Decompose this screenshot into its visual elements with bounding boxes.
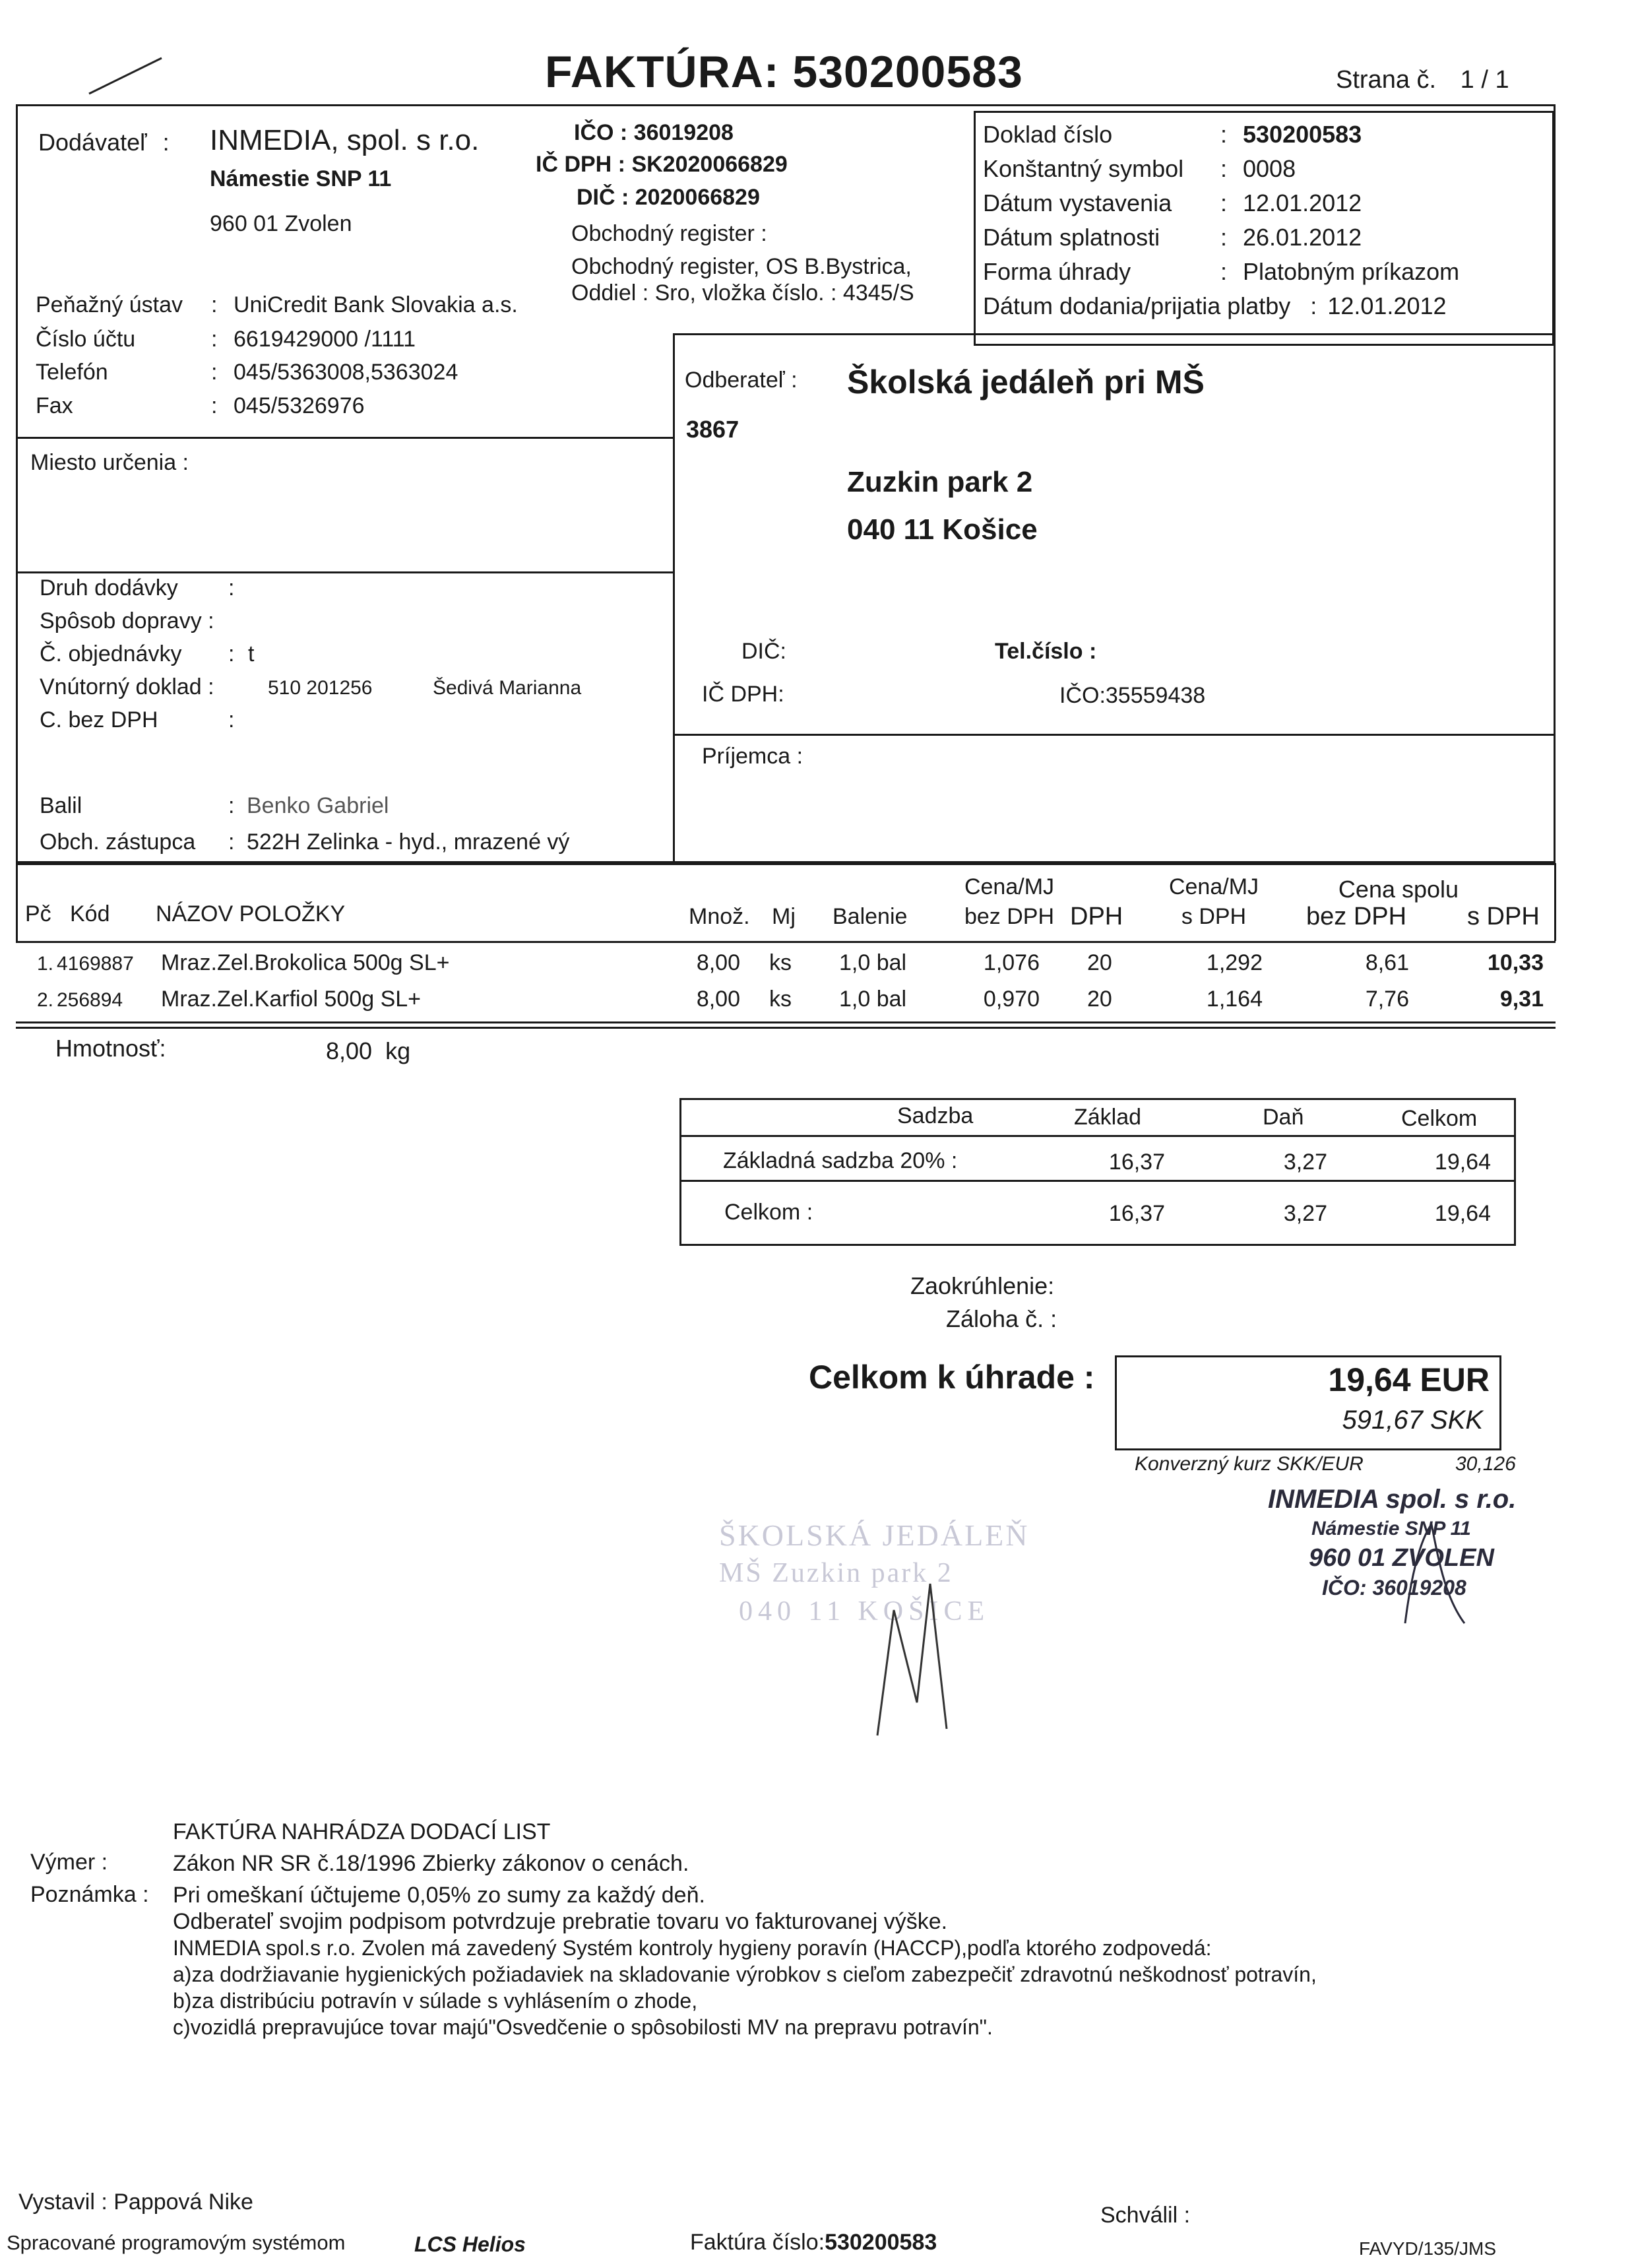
supplier-city: 960 01 Zvolen — [210, 211, 352, 236]
divider-delivery — [16, 571, 673, 573]
col-total-novat: bez DPH — [1306, 903, 1407, 930]
supplier-ico: IČO : 36019208 — [574, 120, 734, 145]
price-without-vat-label: C. bez DPH — [40, 707, 158, 732]
customer-ico: IČO:35559438 — [1059, 683, 1206, 708]
row-code: 4169887 — [57, 953, 134, 975]
issued-by — [18, 2189, 253, 2215]
internal-doc-person: Šedivá Marianna — [433, 677, 582, 699]
note-line: Odberateľ svojim podpisom potvrdzuje prebratie tovaru vo fakturovanej výške. — [173, 1909, 948, 1934]
note-line: a)za dodržiavanie hygienických požiadaviek na skladovanie výrobkov s cieľom zabezpečiť zdravotnú neškodnosť potravín, — [173, 1962, 1317, 1986]
customer-street: Zuzkin park 2 — [847, 466, 1033, 498]
fax-label: Fax — [36, 393, 73, 418]
customer-stamp-line3: 040 11 KOŠICE — [739, 1596, 990, 1627]
signature-customer-icon — [858, 1518, 976, 1742]
supplier-name: INMEDIA, spol. s r.o. — [210, 124, 480, 156]
col-code: Kód — [70, 901, 110, 926]
customer-stamp-line1: ŠKOLSKÁ JEDÁLEŇ — [719, 1518, 1030, 1552]
form-code: FAVYD/135/JMS — [1359, 2238, 1497, 2259]
packed-row: Balil : Benko Gabriel — [40, 793, 389, 818]
vat-col-rate: Sadzba — [897, 1103, 974, 1128]
col-name: NÁZOV POLOŽKY — [156, 901, 346, 926]
row-unit: ks — [769, 987, 792, 1012]
bank-row: Peňažný ústav : UniCredit Bank Slovakia a.s. — [36, 292, 518, 317]
account-label: Číslo účtu — [36, 327, 136, 352]
col-pack: Balenie — [833, 904, 908, 929]
delivery-date-value: 12.01.2012 — [1327, 292, 1447, 319]
customer-box-top-border — [673, 333, 1556, 335]
customer-icdph-label: IČ DPH: — [702, 682, 784, 707]
col-total-vat: s DPH — [1467, 903, 1540, 930]
vat-summary-row-line — [679, 1180, 1516, 1182]
pen-mark-icon — [86, 53, 165, 99]
col-total-top: Cena spolu — [1338, 876, 1459, 903]
vat-col-tax: Daň — [1263, 1105, 1304, 1130]
row-code: 256894 — [57, 989, 123, 1011]
payment-form-label: Forma úhrady — [983, 258, 1131, 285]
weight-label: Hmotnosť: — [55, 1035, 166, 1062]
phone-label: Telefón — [36, 360, 108, 385]
items-table-top-border — [16, 863, 1556, 865]
account-row: Číslo účtu : 6619429000 /1111 — [36, 327, 416, 352]
customer-stamp-line2: MŠ Zuzkin park 2 — [719, 1558, 953, 1588]
issue-date-value: 12.01.2012 — [1243, 189, 1362, 216]
amount-due-eur: 19,64 EUR — [1328, 1361, 1490, 1398]
phone-value: 045/5363008,5363024 — [234, 360, 458, 385]
amount-due-label: Celkom k úhrade : — [809, 1359, 1095, 1396]
vat-col-base: Základ — [1074, 1105, 1142, 1130]
items-table-bottom-border — [16, 1021, 1556, 1023]
vat-row-tax: 3,27 — [1283, 1150, 1327, 1175]
phone-row: Telefón : 045/5363008,5363024 — [36, 360, 458, 385]
vat-summary-header-line — [679, 1135, 1516, 1137]
row-unit: ks — [769, 950, 792, 975]
row-price: 1,076 — [983, 950, 1040, 975]
destination-label: Miesto určenia : — [30, 450, 189, 475]
items-header-bottom-border — [16, 941, 1556, 943]
page-label: Strana č. — [1336, 66, 1437, 94]
row-pc: 2. — [37, 989, 54, 1011]
bank-label: Peňažný ústav — [36, 292, 183, 317]
register-line2: Oddiel : Sro, vložka číslo. : 4345/S — [571, 280, 914, 306]
page-value: 1 / 1 — [1460, 66, 1509, 94]
col-price-vat-bottom: s DPH — [1181, 904, 1247, 929]
register-line1: Obchodný register, OS B.Bystrica, — [571, 254, 912, 279]
doc-info-row: Dátum splatnosti : 26.01.2012 — [983, 224, 1362, 251]
payment-form-value: Platobným príkazom — [1243, 258, 1460, 285]
exchange-rate-label: Konverzný kurz SKK/EUR — [1135, 1453, 1364, 1475]
due-date-value: 26.01.2012 — [1243, 224, 1362, 251]
customer-label: Odberateľ : — [685, 368, 798, 393]
table-row — [0, 950, 1557, 986]
exchange-rate-value: 30,126 — [1455, 1453, 1516, 1475]
row-name: Mraz.Zel.Karfiol 500g SL+ — [161, 987, 422, 1012]
recipient-label: Príjemca : — [702, 744, 803, 769]
row-pack: 1,0 bal — [839, 987, 907, 1012]
vat-row-label: Základná sadzba 20% : — [723, 1148, 958, 1173]
supplier-dic: DIČ : 2020066829 — [577, 185, 760, 210]
divider-destination — [16, 437, 673, 439]
constant-symbol-label: Konštantný symbol — [983, 155, 1184, 182]
customer-name: Školská jedáleň pri MŠ — [847, 364, 1205, 401]
row-qty: 8,00 — [696, 950, 740, 975]
weight-unit: kg — [385, 1037, 411, 1064]
row-total-vat: 9,31 — [1499, 987, 1544, 1012]
doc-info-row: Forma úhrady : Platobným príkazom — [983, 258, 1460, 285]
row-pc: 1. — [37, 953, 54, 975]
packed-value: Benko Gabriel — [247, 793, 389, 818]
sales-rep-label: Obch. zástupca — [40, 829, 196, 855]
row-total: 7,76 — [1365, 987, 1409, 1012]
col-unit: Mj — [772, 904, 796, 929]
row-total-vat: 10,33 — [1487, 950, 1544, 975]
row-pack: 1,0 bal — [839, 950, 907, 975]
note-line: b)za distribúciu potravín v súlade s vyhlásením o zhode, — [173, 1989, 698, 2013]
vat-total-label: Celkom : — [724, 1200, 813, 1225]
delivery-date-label: Dátum dodania/prijatia platby — [983, 292, 1291, 319]
order-number-label: Č. objednávky — [40, 641, 182, 666]
issued-by-value: Pappová Nike — [113, 2189, 253, 2215]
footer-invoice — [690, 2230, 937, 2255]
register-label: Obchodný register : — [571, 221, 767, 246]
delivery-type-label: Druh dodávky — [40, 575, 178, 600]
vat-row-total: 19,64 — [1434, 1150, 1491, 1175]
fax-row: Fax : 045/5326976 — [36, 393, 365, 418]
amount-due-skk: 591,67 SKK — [1342, 1406, 1483, 1435]
vat-col-total: Celkom — [1401, 1106, 1478, 1131]
bank-value: UniCredit Bank Slovakia a.s. — [234, 292, 518, 317]
row-total: 8,61 — [1365, 950, 1409, 975]
vymer-label: Výmer : — [30, 1850, 108, 1875]
doc-number-label: Doklad číslo — [983, 121, 1113, 148]
col-price-vat-top: Cena/MJ — [1168, 874, 1259, 899]
table-row — [0, 987, 1557, 1022]
doc-number-value: 530200583 — [1243, 121, 1362, 148]
vat-total-tax: 3,27 — [1283, 1201, 1327, 1226]
row-name: Mraz.Zel.Brokolica 500g SL+ — [161, 950, 450, 975]
rep-row: Obch. zástupca : 522H Zelinka - hyd., mrazené vý — [40, 829, 570, 855]
row-price-vat: 1,292 — [1206, 950, 1263, 975]
customer-code: 3867 — [686, 416, 739, 443]
customer-box-left-border — [673, 333, 675, 863]
note-label: Poznámka : — [30, 1882, 149, 1907]
due-date-label: Dátum splatnosti — [983, 224, 1160, 251]
customer-city: 040 11 Košice — [847, 513, 1038, 546]
row-price: 0,970 — [983, 987, 1040, 1012]
doc-info-row: Doklad číslo : 530200583 — [983, 121, 1362, 148]
col-pc: Pč — [25, 901, 51, 926]
supplier-stamp-line4: IČO: 36019208 — [1322, 1576, 1466, 1600]
doc-info-rows — [983, 121, 1550, 327]
page-indicator — [1336, 66, 1509, 94]
note-line: Pri omeškaní účtujeme 0,05% zo sumy za každý deň. — [173, 1883, 705, 1908]
invoice-title-number: 530200583 — [792, 47, 1023, 97]
footer-invoice-value: 530200583 — [825, 2230, 937, 2255]
rounding-label: Zaokrúhlenie: — [910, 1272, 1055, 1299]
supplier-stamp-line3: 960 01 ZVOLEN — [1309, 1544, 1494, 1572]
signature-supplier-icon — [1392, 1498, 1478, 1630]
footer-invoice-label: Faktúra číslo: — [690, 2230, 825, 2255]
supplier-stamp-line1: INMEDIA spol. s r.o. — [1268, 1485, 1517, 1514]
col-price-bottom: bez DPH — [964, 904, 1055, 929]
customer-tel-label: Tel.číslo : — [995, 639, 1097, 664]
vymer-text: Zákon NR SR č.18/1996 Zbierky zákonov o cenách. — [173, 1851, 689, 1876]
divider-recipient — [673, 734, 1556, 736]
approved-by-label: Schválil : — [1100, 2203, 1191, 2228]
row-vat: 20 — [1087, 950, 1112, 975]
invoice-title — [545, 46, 1023, 98]
issue-date-label: Dátum vystavenia — [983, 189, 1172, 216]
vat-total-total: 19,64 — [1434, 1201, 1491, 1226]
doc-info-row: Dátum vystavenia : 12.01.2012 — [983, 189, 1362, 216]
note-line: c)vozidlá prepravujúce tovar majú"Osvedčenie o spôsobilosti MV na prepravu potravín". — [173, 2015, 993, 2039]
fax-value: 045/5326976 — [234, 393, 365, 418]
note-line: INMEDIA spol.s r.o. Zvolen má zavedený Systém kontroly hygieny poravín (HACCP),podľa ktorého zodpovedá: — [173, 1936, 1212, 1960]
items-table-bottom-border-double — [16, 1027, 1556, 1029]
invoice-title-prefix: FAKTÚRA: — [545, 47, 780, 97]
software-name: LCS Helios — [414, 2232, 526, 2256]
transport-label: Spôsob dopravy : — [40, 608, 214, 633]
weight-number: 8,00 — [326, 1037, 373, 1064]
items-table-right-border — [1554, 863, 1556, 941]
packed-label: Balil — [40, 793, 82, 818]
constant-symbol-value: 0008 — [1243, 155, 1296, 182]
doc-info-row: Dátum dodania/prijatia platby : 12.01.2012 — [983, 292, 1447, 319]
issued-by-label: Vystavil : — [18, 2189, 108, 2215]
supplier-label: Dodávateľ : — [38, 129, 170, 156]
col-vat: DPH — [1070, 903, 1123, 930]
weight-value — [326, 1037, 410, 1065]
col-price-top: Cena/MJ — [964, 874, 1055, 899]
supplier-stamp-line2: Námestie SNP 11 — [1311, 1518, 1471, 1539]
customer-dic-label: DIČ: — [741, 639, 786, 664]
sales-rep-value: 522H Zelinka - hyd., mrazené vý — [247, 829, 570, 855]
internal-doc-label: Vnútorný doklad : — [40, 674, 214, 699]
account-value: 6619429000 /1111 — [234, 327, 416, 352]
software-text: Spracované programovým systémom — [7, 2231, 346, 2254]
deposit-label: Záloha č. : — [946, 1305, 1057, 1332]
notes-heading: FAKTÚRA NAHRÁDZA DODACÍ LIST — [173, 1819, 551, 1844]
internal-doc-value: 510 201256 — [268, 677, 373, 699]
row-qty: 8,00 — [696, 987, 740, 1012]
vat-row-base: 16,37 — [1108, 1150, 1165, 1175]
supplier-label-text: Dodávateľ — [38, 129, 147, 156]
note-lines — [173, 1882, 1317, 2040]
items-table-left-border — [16, 863, 18, 941]
delivery-block: Druh dodávky : Spôsob dopravy : Č. objednávky : t Vnútorný doklad : 510 201256 Šedivá Marianna C. bez DPH : — [40, 575, 582, 732]
order-number-value: t — [248, 641, 255, 666]
col-qty: Množ. — [689, 904, 750, 929]
row-price-vat: 1,164 — [1206, 987, 1263, 1012]
doc-info-row: Konštantný symbol : 0008 — [983, 155, 1296, 182]
row-vat: 20 — [1087, 987, 1112, 1012]
vat-total-base: 16,37 — [1108, 1201, 1165, 1226]
supplier-street: Námestie SNP 11 — [210, 166, 392, 191]
supplier-icdph: IČ DPH : SK2020066829 — [536, 152, 788, 177]
